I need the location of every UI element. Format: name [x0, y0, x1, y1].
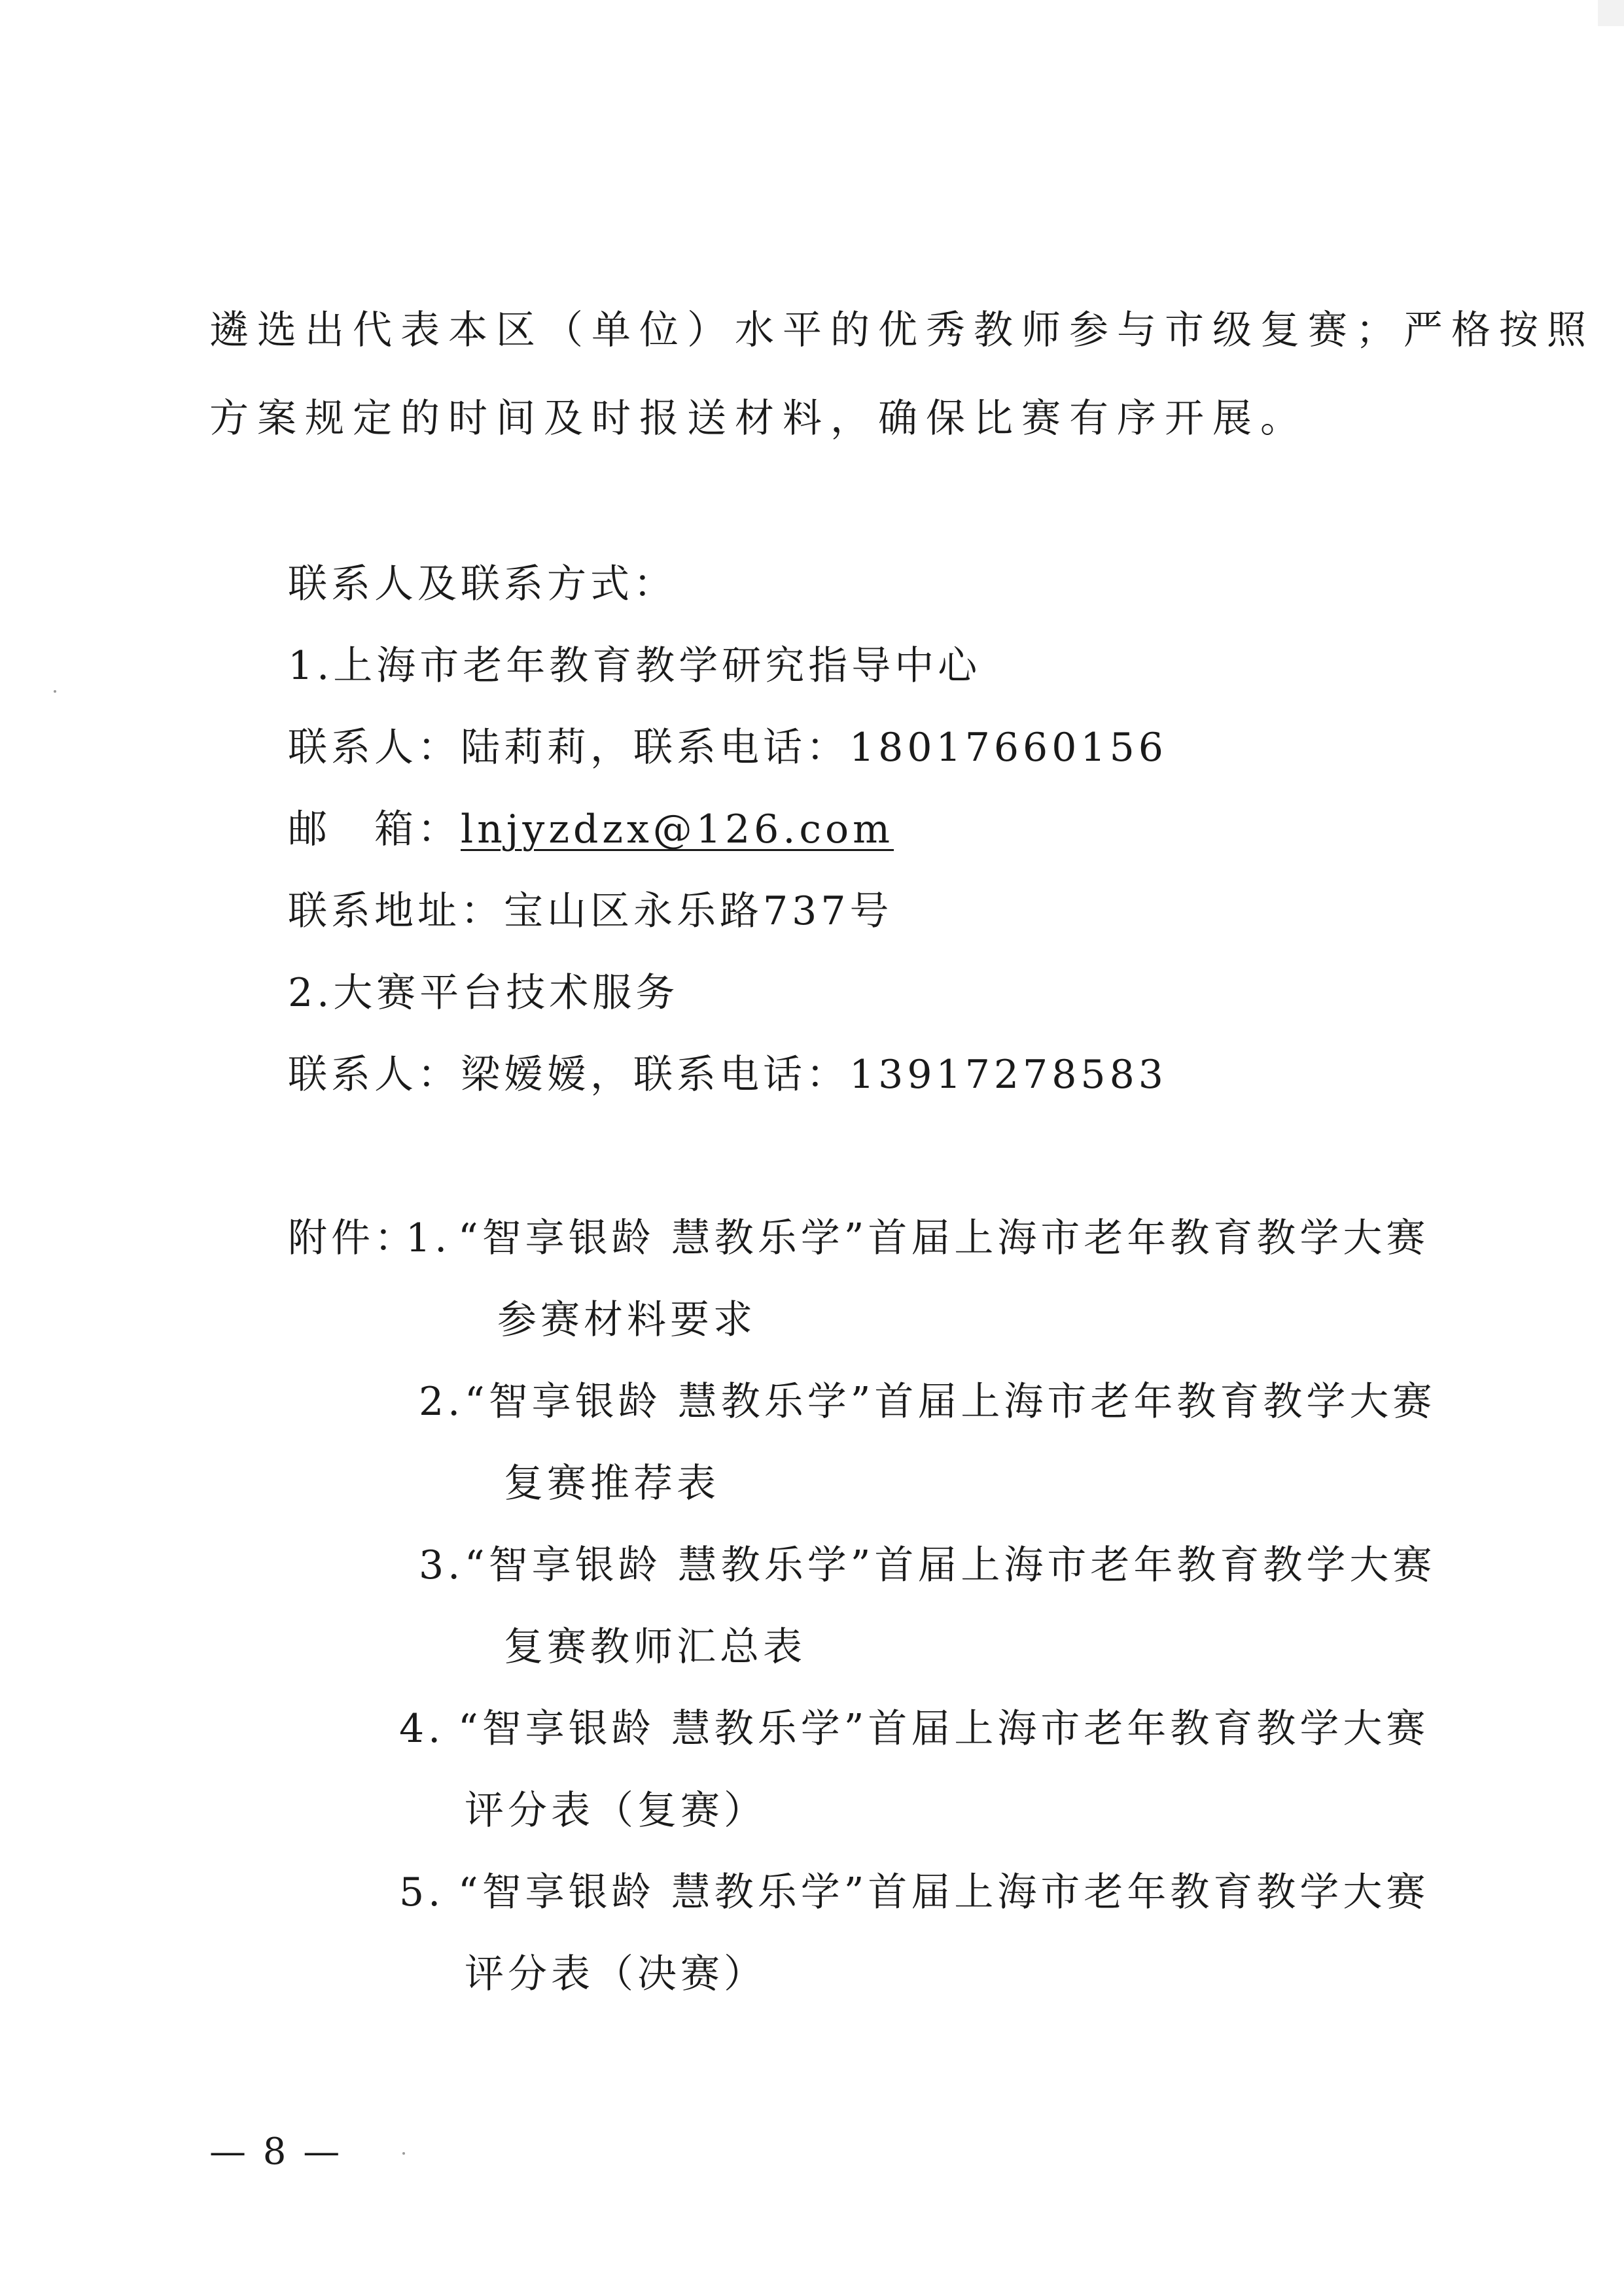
attachment-item-2-subtitle: 复赛推荐表: [504, 1461, 720, 1506]
contact-org-1-address: 联系地址：宝山区永乐路737号: [288, 888, 893, 934]
attachment-item-3-title: “智享银龄 慧教乐学”首届上海市老年教育教学大赛: [465, 1542, 1436, 1588]
attachment-item-4-title: “智享银龄 慧教乐学”首届上海市老年教育教学大赛: [458, 1706, 1430, 1752]
scan-corner-mark: [1598, 0, 1624, 26]
attachment-item-1-title: “智享银龄 慧教乐学”首届上海市老年教育教学大赛: [458, 1215, 1430, 1261]
page-number: — 8 —: [209, 2131, 343, 2173]
email-link[interactable]: lnjyzdzx@126.com: [461, 807, 894, 852]
contact-org-1-email-row: [288, 803, 894, 856]
attachment-item-5-title: “智享银龄 慧教乐学”首届上海市老年教育教学大赛: [458, 1870, 1430, 1915]
attachment-item-2-title: “智享银龄 慧教乐学”首届上海市老年教育教学大赛: [465, 1379, 1436, 1425]
contact-org-2-title: 2.大赛平台技术服务: [288, 970, 679, 1016]
attachment-item-3-subtitle: 复赛教师汇总表: [504, 1624, 806, 1670]
contact-org-2-person: 联系人：梁嫒嫒，联系电话：13917278583: [288, 1052, 1167, 1098]
attachment-item-5-number: 5.: [399, 1870, 445, 1915]
attachment-item-1-subtitle: 参赛材料要求: [497, 1297, 756, 1343]
attachment-item-5-subtitle: 评分表（决赛）: [465, 1951, 767, 1997]
attachment-item-2-number: 2.: [419, 1379, 465, 1425]
attachment-item-4-number: 4.: [399, 1706, 445, 1752]
email-label: 邮 箱：: [288, 807, 461, 852]
body-paragraph-line-2: 方案规定的时间及时报送材料，确保比赛有序开展。: [209, 396, 1308, 442]
attachment-item-3-number: 3.: [419, 1542, 465, 1588]
attachment-item-4-subtitle: 评分表（复赛）: [465, 1788, 767, 1834]
attachment-item-1-number: 1.: [406, 1215, 451, 1261]
contact-org-1-person: 联系人：陆莉莉，联系电话：18017660156: [288, 725, 1167, 771]
attachments-label: 附件：: [288, 1215, 417, 1261]
scan-speck: [402, 2152, 405, 2155]
contacts-heading: 联系人及联系方式：: [288, 561, 677, 607]
body-paragraph-line-1: 遴选出代表本区（单位）水平的优秀教师参与市级复赛；严格按照: [209, 307, 1595, 353]
contact-org-1-title: 1.上海市老年教育教学研究指导中心: [288, 643, 981, 689]
scan-speck: [54, 690, 56, 693]
